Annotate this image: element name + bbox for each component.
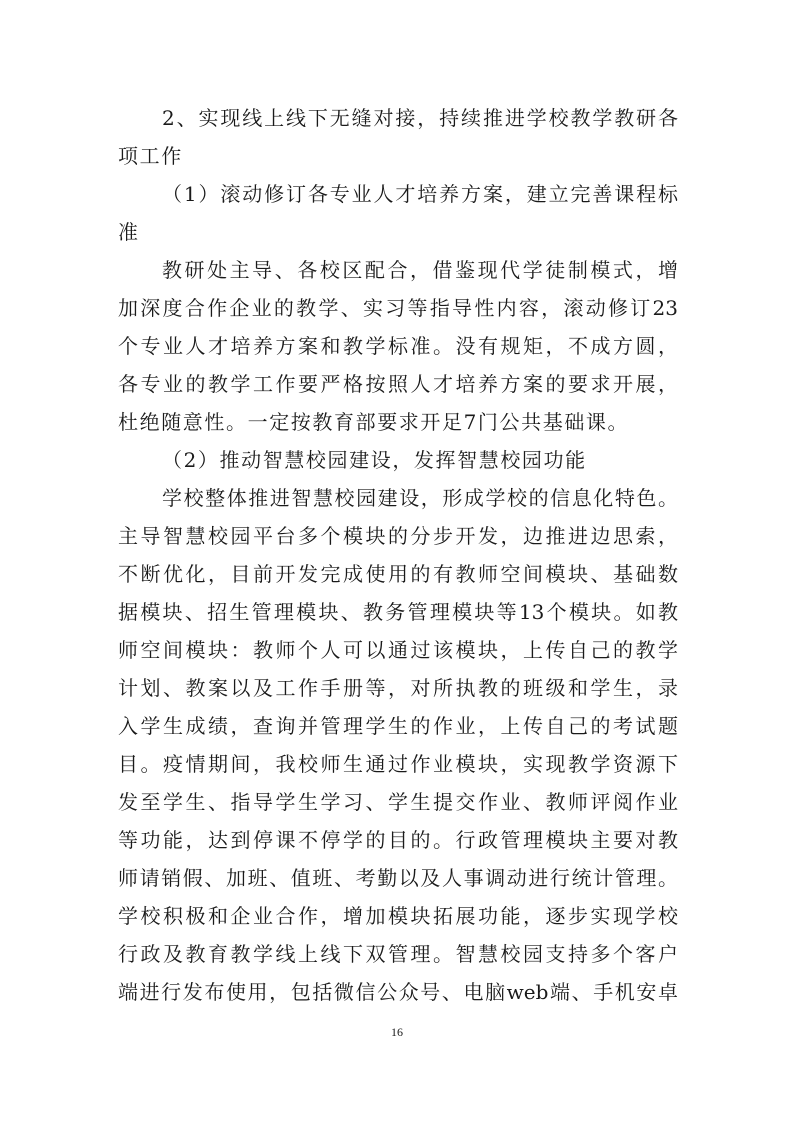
text-line: 各专业的教学工作要严格按照人才培养方案的要求开展， (118, 372, 678, 396)
text-line: 不断优化，目前开发完成使用的有教师空间模块、基础数 (118, 562, 678, 586)
text-line: 目。疫情期间，我校师生通过作业模块，实现教学资源下 (118, 752, 678, 776)
text-line: 杜绝随意性。一定按教育部要求开足7门公共基础课。 (118, 410, 630, 434)
text-line: 学校积极和企业合作，增加模块拓展功能，逐步实现学校 (118, 904, 678, 928)
text-line: 师请销假、加班、值班、考勤以及人事调动进行统计管理。 (118, 866, 678, 890)
text-line: 发至学生、指导学生学习、学生提交作业、教师评阅作业 (118, 790, 678, 814)
text-line: 教研处主导、各校区配合，借鉴现代学徒制模式，增 (162, 258, 678, 282)
text-line: 个专业人才培养方案和教学标准。没有规矩，不成方圆， (118, 334, 678, 358)
text-line: （2）推动智慧校园建设，发挥智慧校园功能 (162, 448, 587, 472)
text-line: 学校整体推进智慧校园建设，形成学校的信息化特色。 (162, 486, 678, 510)
text-line: 加深度合作企业的教学、实习等指导性内容，滚动修订23 (118, 296, 678, 320)
text-line: （1）滚动修订各专业人才培养方案，建立完善课程标 (162, 182, 678, 206)
text-line: 等功能，达到停课不停学的目的。行政管理模块主要对教 (118, 828, 678, 852)
text-line: 主导智慧校园平台多个模块的分步开发，边推进边思索， (118, 524, 678, 548)
text-line: 行政及教育教学线上线下双管理。智慧校园支持多个客户 (118, 942, 678, 966)
text-line: 2、实现线上线下无缝对接，持续推进学校教学教研各 (162, 106, 678, 130)
text-line: 计划、教案以及工作手册等，对所执教的班级和学生，录 (118, 676, 678, 700)
text-line: 端进行发布使用，包括微信公众号、电脑web端、手机安卓 (118, 980, 678, 1004)
text-line: 据模块、招生管理模块、教务管理模块等13个模块。如教 (118, 600, 678, 624)
text-line: 准 (118, 220, 140, 244)
text-line: 项工作 (118, 144, 183, 168)
text-line: 师空间模块：教师个人可以通过该模块，上传自己的教学 (118, 638, 678, 662)
text-line: 入学生成绩，查询并管理学生的作业，上传自己的考试题 (118, 714, 678, 738)
page-number: 16 (391, 1025, 403, 1039)
